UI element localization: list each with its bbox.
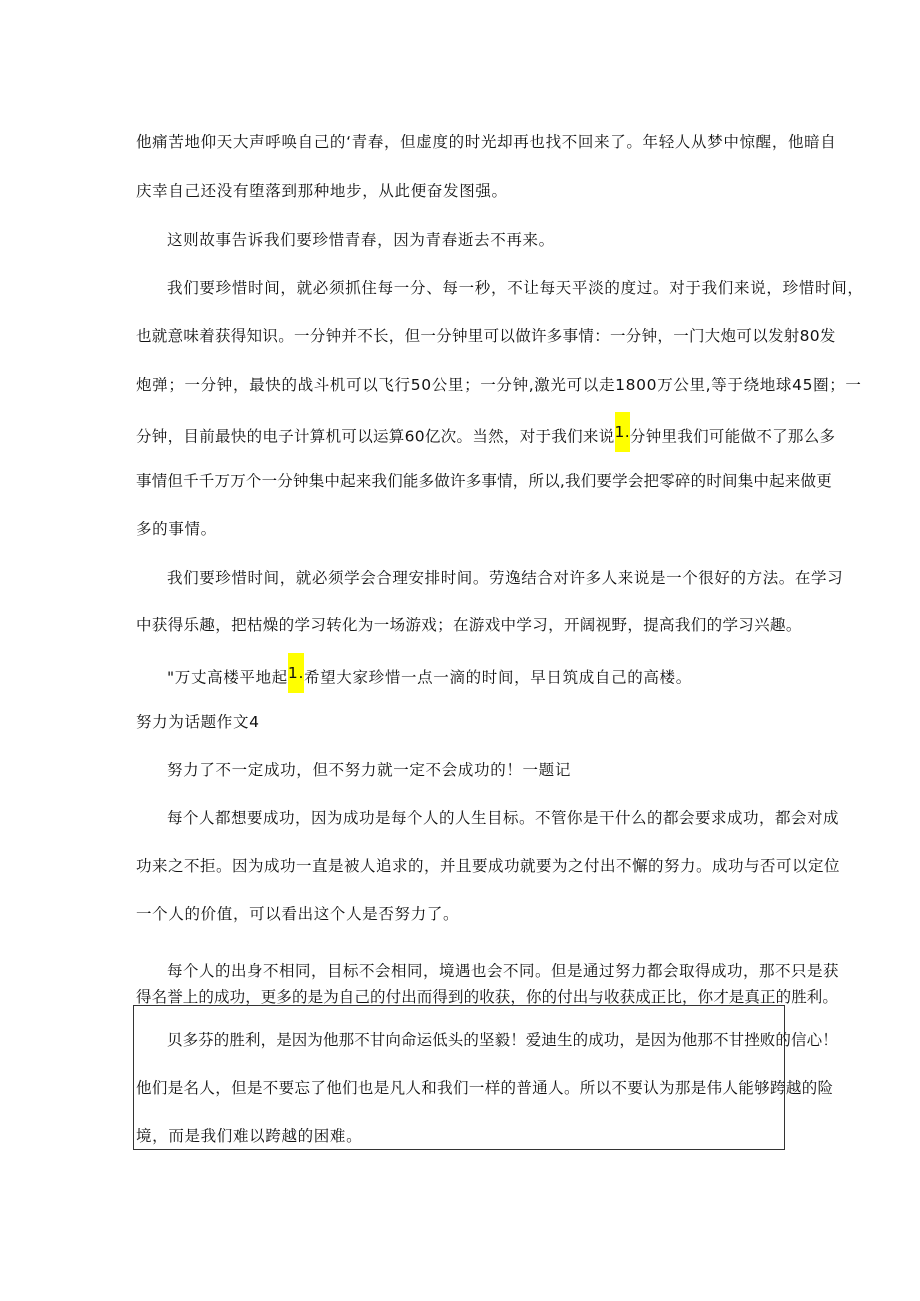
paragraph-3-line-3: 炮弹；一分钟，最快的战斗机可以飞行50公里；一分钟,激光可以走1800万公里,等于绕地球45圈；一 [136, 376, 862, 394]
paragraph-8-line-2: 得名誉上的成功，更多的是为自己的付出而得到的收获，你的付出与收获成正比，你才是真正的胜利。 [136, 988, 839, 1006]
paragraph-4-line-1: 我们要珍惜时间，就必须学会合理安排时间。劳逸结合对许多人来说是一个很好的方法。在学习 [167, 569, 844, 587]
paragraph-2-line-1: 这则故事告诉我们要珍惜青春，因为青春逝去不再来。 [167, 231, 555, 249]
paragraph-5-start: "万丈高楼平地起 [167, 668, 288, 687]
paragraph-5-line-1 [167, 663, 692, 693]
paragraph-3-line-4-start: 分钟，目前最快的电子计算机可以运算60亿次。当然，对于我们来说 [136, 427, 615, 446]
paragraph-1-line-2: 庆幸自己还没有堕落到那种地步，从此便奋发图强。 [136, 182, 508, 200]
paragraph-9-line-3: 境，而是我们难以跨越的困难。 [136, 1127, 363, 1145]
section-heading: 努力为话题作文4 [136, 713, 260, 731]
paragraph-9-line-2: 他们是名人，但是不要忘了他们也是凡人和我们一样的普通人。所以不要认为那是伟人能够跨越的险 [136, 1079, 834, 1097]
paragraph-7-line-3: 一个人的价值，可以看出这个人是否努力了。 [136, 905, 460, 923]
paragraph-3-line-5: 事情但千千万万个一分钟集中起来我们能多做许多事情，所以,我们要学会把零碎的时间集中起来做更 [136, 472, 832, 490]
paragraph-3-line-2: 也就意味着获得知识。一分钟并不长，但一分钟里可以做许多事情：一分钟，一门大炮可以发射80发 [136, 327, 836, 345]
highlight-marker: 1. [615, 412, 630, 452]
paragraph-3-line-1: 我们要珍惜时间，就必须抓住每一分、每一秒，不让每天平淡的度过。对于我们来说，珍惜时间， [167, 279, 864, 297]
paragraph-8-line-1: 每个人的出身不相同，目标不会相同，境遇也会不同。但是通过努力都会取得成功，那不只是获 [167, 962, 840, 980]
paragraph-3-line-4 [136, 422, 835, 452]
paragraph-7-line-2: 功来之不拒。因为成功一直是被人追求的，并且要成功就要为之付出不懈的努力。成功与否可以定位 [136, 857, 841, 875]
paragraph-3-line-6: 多的事情。 [136, 520, 217, 538]
paragraph-9-line-1: 贝多芬的胜利，是因为他那不甘向命运低头的坚毅！爱迪生的成功，是因为他那不甘挫败的信心！ [167, 1031, 838, 1049]
paragraph-6-line-1: 努力了不一定成功，但不努力就一定不会成功的！一题记 [167, 761, 572, 779]
paragraph-1-line-1: 他痛苦地仰天大声呼唤自己的‘青春，但虚度的时光却再也找不回来了。年轻人从梦中惊醒，他暗自 [136, 133, 837, 151]
paragraph-5-end: 希望大家珍惜一点一滴的时间，早日筑成自己的高楼。 [304, 668, 692, 687]
paragraph-3-line-4-end: 分钟里我们可能做不了那么多 [629, 427, 836, 446]
paragraph-7-line-1: 每个人都想要成功，因为成功是每个人的人生目标。不管你是干什么的都会要求成功，都会对成 [167, 809, 840, 827]
highlight-marker: 1. [288, 653, 304, 693]
paragraph-4-line-2: 中获得乐趣，把枯燥的学习转化为一场游戏；在游戏中学习，开阔视野，提高我们的学习兴趣。 [136, 616, 802, 634]
